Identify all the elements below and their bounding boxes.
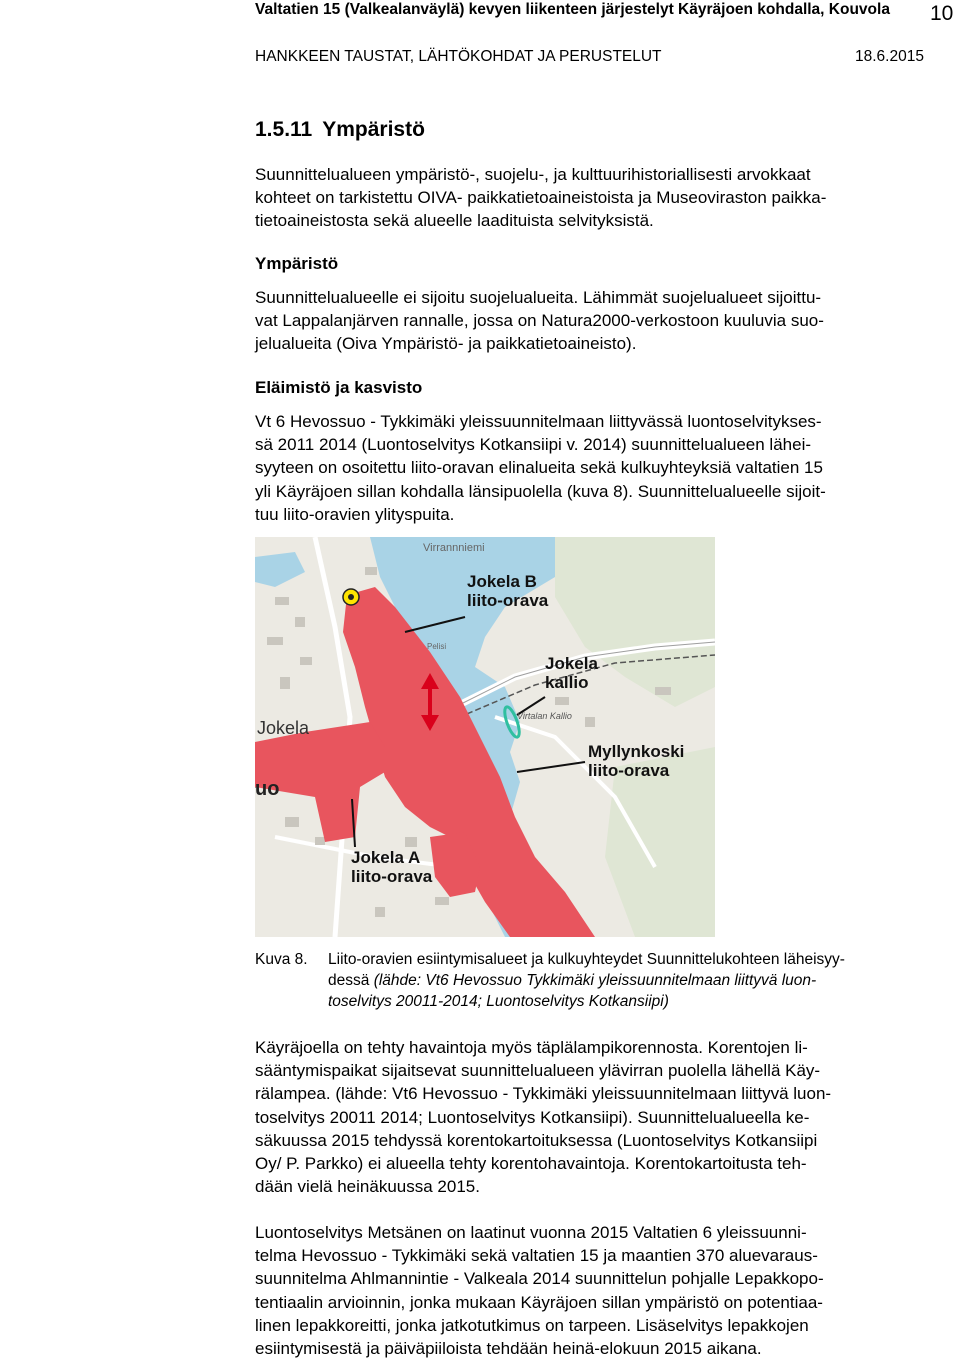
text-line: esiintymisestä ja päiväpiiloista tehdään heinä-elokuun 2015 aikana.: [255, 1339, 762, 1359]
fauna-paragraph: [255, 410, 940, 526]
text-line: linen lepakkoreitti, jonka jatkotutkimus on tarpeen. Lisäselvitys lepakkojen: [255, 1315, 809, 1335]
caption-line: [328, 970, 940, 991]
text-line: sääntymispaikat sijaitsevat suunnittelualueen ylävirran puolella lähellä Käy-: [255, 1061, 821, 1081]
label-jokela-kallio: Jokela kallio: [545, 654, 598, 692]
map-place-label: Jokela: [257, 718, 310, 738]
text-line: Luontoselvitys Metsänen on laatinut vuonna 2015 Valtatien 6 yleissuunni-: [255, 1223, 807, 1242]
caption-label: Kuva 8.: [255, 951, 308, 968]
page-number: 10: [930, 2, 954, 25]
caption-fragment: dessä: [328, 972, 370, 989]
caption-source: (lähde: Vt6 Hevossuo Tykkimäki yleissuunnitelmaan liittyvä luon-: [373, 972, 817, 989]
text-line: Suunnittelualueelle ei sijoitu suojelualueita. Lähimmät suojelualueet sijoittu-: [255, 288, 822, 307]
text-line: yli Käyräjoen sillan kohdalla länsipuolella (kuva 8). Suunnittelualueelle sijoit-: [255, 481, 826, 501]
section-title: Ympäristö: [322, 118, 425, 141]
label-myllynkoski: Myllynkoski liito-orava: [588, 742, 685, 780]
text-line: tentiaalin arvioinnin, jonka mukaan Käyräjoen sillan ympäristö on potentiaa-: [255, 1292, 823, 1312]
subheading-environment: Ympäristö: [255, 254, 339, 273]
section-heading: [255, 118, 425, 142]
text-line: Vt 6 Hevossuo - Tykkimäki yleissuunnitelmaan liittyvässä luontoselvitykses-: [255, 412, 822, 431]
text-line: Oy/ P. Parkko) ei alueella tehty korentohavaintoja. Korentokartoitusta teh-: [255, 1154, 807, 1174]
label-jokela-a: Jokela A liito-orava: [351, 848, 433, 886]
map-place-label: Pelisi: [427, 642, 447, 651]
intro-paragraph: [255, 163, 940, 233]
dragonfly-paragraph: [255, 1036, 940, 1198]
text-line: rälampea. (lähde: Vt6 Hevossuo - Tykkimäki yleissuunnitelmaan liittyvä luon-: [255, 1084, 832, 1104]
subheading-fauna: Eläimistö ja kasvisto: [255, 378, 423, 397]
caption-line: Liito-oravien esiintymisalueet ja kulkuyhteydet Suunnittelukohteen läheisyy-: [328, 951, 845, 968]
text-line: Suunnittelualueen ympäristö-, suojelu-, ja kulttuurihistoriallisesti arvokkaat: [255, 165, 811, 184]
map-place-label: Virrannniemi: [423, 542, 485, 554]
label-jokela-b: Jokela B liito-orava: [467, 572, 549, 610]
text-line: vat Lappalanjärven rannalle, jossa on Natura2000-verkostoon kuuluvia suo-: [255, 311, 824, 331]
caption-text: [328, 949, 940, 1012]
text-line: Käyräjoella on tehty havaintoja myös täplälampikorennosta. Korentojen li-: [255, 1038, 808, 1057]
text-line: tietoaineistosta sekä alueelle laadituista selvityksistä.: [255, 211, 654, 231]
text-line: dään vielä heinäkuussa 2015.: [255, 1177, 480, 1197]
text-line: suunnitelma Ahlmannintie - Valkeala 2014 suunnittelun pohjalle Lepakkopo-: [255, 1269, 824, 1289]
bats-paragraph: [255, 1221, 940, 1360]
text-line: sä 2011 2014 (Luontoselvitys Kotkansiipi v. 2014) suunnittelualueen lähei-: [255, 435, 812, 455]
text-line: säkuussa 2015 tehdyssä korentokartoituksessa (Luontoselvitys Kotkansiipi: [255, 1130, 818, 1150]
text-line: tuu liito-oravien ylityspuita.: [255, 504, 455, 524]
text-line: syyteen on osoitettu liito-oravan elinalueita sekä kulkuyhteyksiä valtatien 15: [255, 458, 823, 478]
chapter-header: HANKKEEN TAUSTAT, LÄHTÖKOHDAT JA PERUSTELUT: [255, 48, 662, 65]
map-place-label: uo: [255, 778, 280, 800]
document-date: 18.6.2015: [855, 48, 924, 65]
text-line: toselvitys 20011 2014; Luontoselvitys Kotkansiipi). Suunnittelualueella ke-: [255, 1107, 810, 1127]
text-line: telma Hevossuo - Tykkimäki sekä valtatien 15 ja maantien 370 aluevaraus-: [255, 1246, 818, 1266]
text-line: jelualueita (Oiva Ympäristö- ja paikkatietoaineisto).: [255, 334, 637, 354]
habitat-map: [255, 537, 715, 937]
caption-source-line: toselvitys 20011-2014; Luontoselvitys Kotkansiipi): [328, 993, 669, 1010]
map-place-label: Virtalan Kallio: [517, 711, 572, 721]
section-number: 1.5.11: [255, 118, 313, 141]
text-line: kohteet on tarkistettu OIVA- paikkatietoaineistoista ja Museoviraston paikka-: [255, 188, 827, 208]
document-title: Valtatien 15 (Valkealanväylä) kevyen liikenteen järjestelyt Käyräjoen kohdalla, Kouvola: [255, 1, 890, 18]
environment-paragraph: [255, 286, 940, 356]
